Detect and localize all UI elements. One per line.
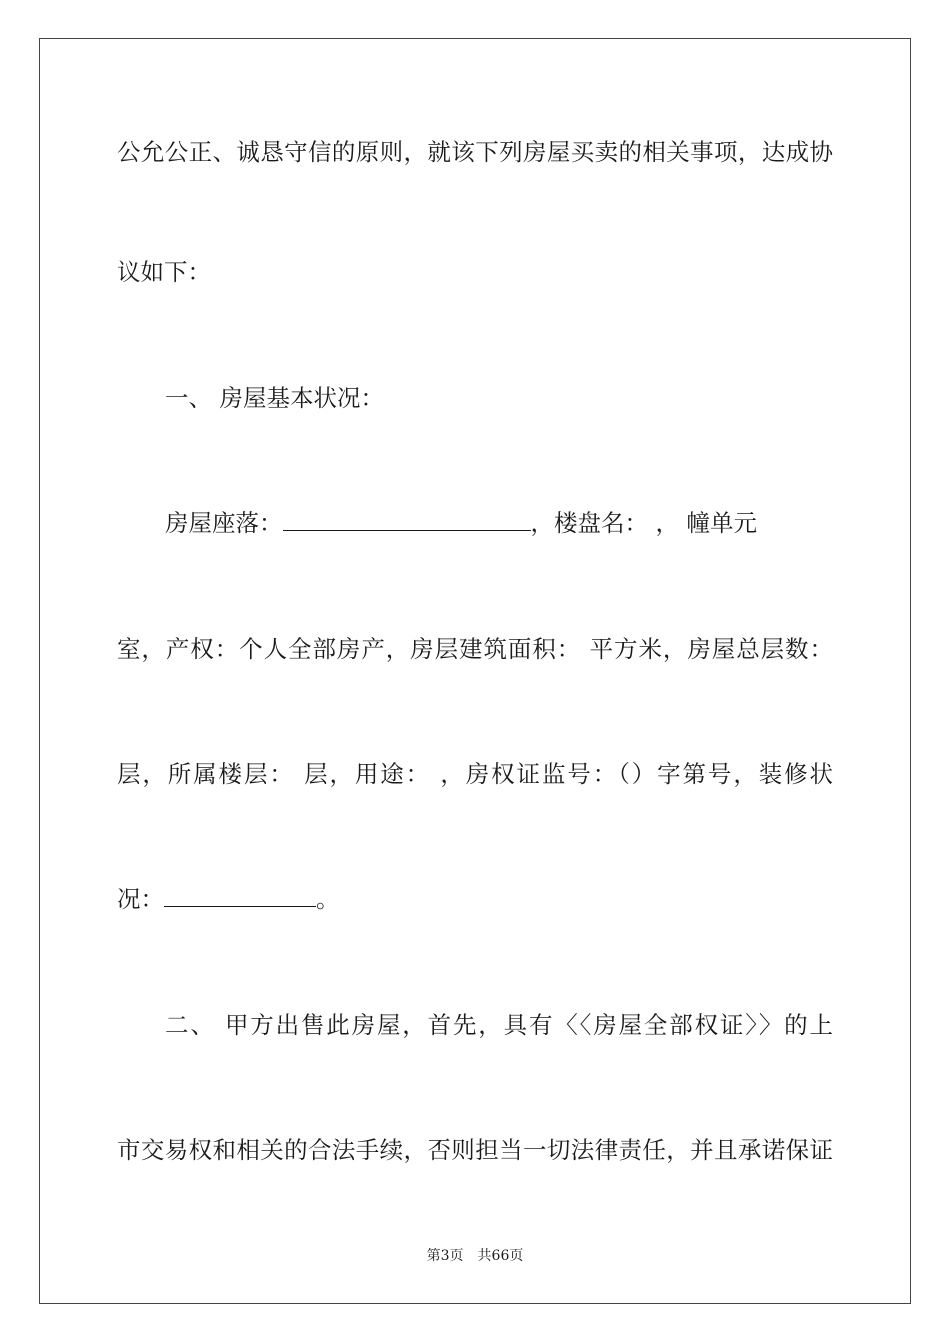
paragraph-line-9: 市交易权和相关的合法手续，否则担当一切法律责任，并且承诺保证 bbox=[117, 1136, 833, 1164]
page-number: 第3页 bbox=[426, 1248, 464, 1264]
section-heading-1: 一、 房屋基本状况： bbox=[165, 384, 384, 412]
decoration-line bbox=[117, 884, 833, 914]
location-line bbox=[165, 508, 833, 538]
page-border bbox=[39, 38, 911, 1304]
location-blank bbox=[283, 510, 531, 531]
location-label: 房屋座落： bbox=[165, 509, 283, 537]
paragraph-line-1: 公允公正、诚恳守信的原则，就该下列房屋买卖的相关事项，达成协 bbox=[117, 138, 833, 166]
paragraph-line-6: 层，所属楼层： 层，用途： ，房权证监号：（）字第号，装修状 bbox=[117, 760, 833, 788]
page-total: 共66页 bbox=[477, 1248, 524, 1264]
section-heading-2: 二、 甲方出售此房屋，首先，具有〈〈房屋全部权证〉〉的上 bbox=[165, 1011, 833, 1039]
paragraph-line-5: 室，产权：个人全部房产，房层建筑面积： 平方米，房屋总层数： bbox=[117, 635, 833, 663]
decoration-blank bbox=[164, 886, 316, 907]
decoration-end: 。 bbox=[316, 885, 340, 913]
building-info: ，楼盘名： ， 幢单元 bbox=[530, 509, 757, 537]
decoration-label: 况： bbox=[117, 885, 164, 913]
paragraph-line-2: 议如下： bbox=[117, 258, 211, 286]
page-footer bbox=[0, 1247, 950, 1265]
